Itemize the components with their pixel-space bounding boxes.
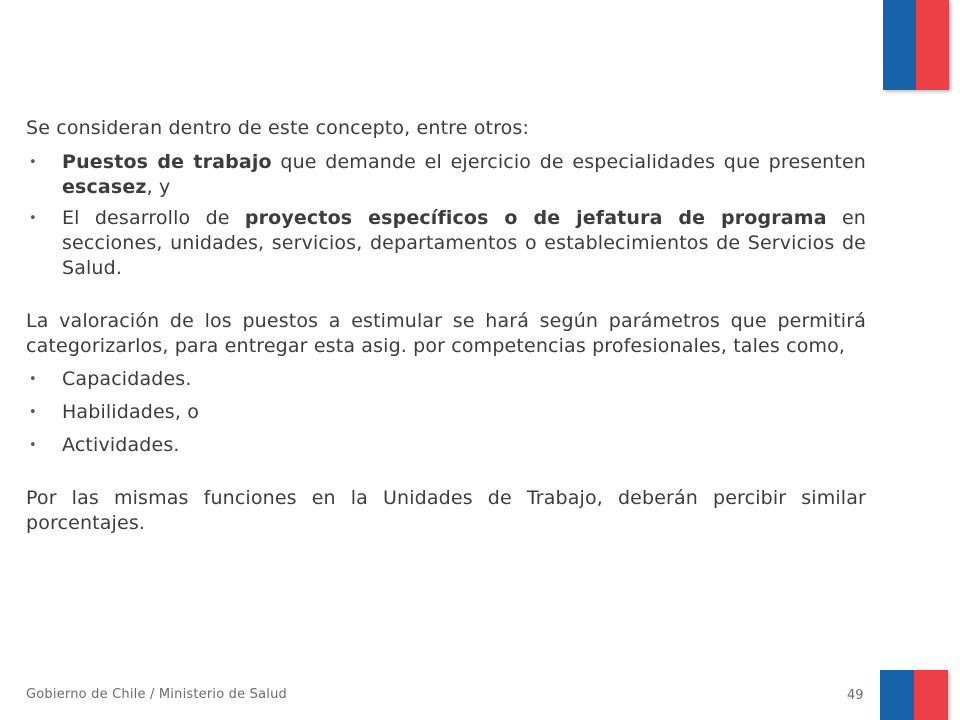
paragraph-valoracion: La valoración de los puestos a estimular se hará según parámetros que permitirá categorizarlos, para entregar esta asig. por competencias profesionales, tales como, xyxy=(26,310,866,357)
flag-blue-stripe xyxy=(883,0,916,90)
flag-logo-bottom xyxy=(880,670,948,720)
flag-logo-top xyxy=(883,0,949,90)
list-item xyxy=(26,367,866,392)
list-item xyxy=(26,150,866,200)
item-text: El desarrollo de xyxy=(62,207,245,229)
list-item xyxy=(26,433,866,458)
item-text: en secciones, unidades, servicios, departamentos o establecimientos de Servicios de Salud. xyxy=(62,207,866,279)
bold-text: proyectos específicos o de jefatura de programa xyxy=(244,207,827,229)
bullet-icon: • xyxy=(29,438,37,453)
flag-red-stripe xyxy=(916,0,949,90)
page-number: 49 xyxy=(847,688,864,703)
list-item xyxy=(26,206,866,281)
footer-text: Gobierno de Chile / Ministerio de Salud xyxy=(26,687,287,702)
flag-red-stripe xyxy=(914,670,948,720)
list-item xyxy=(26,400,866,425)
bullet-icon: • xyxy=(29,405,37,420)
bold-text: Puestos de trabajo xyxy=(62,151,272,173)
item-text: Capacidades. xyxy=(62,368,192,390)
bold-text: escasez xyxy=(62,176,147,198)
item-text: , y xyxy=(146,176,171,198)
intro-text: Se consideran dentro de este concepto, entre otros: xyxy=(26,117,530,139)
slide-content xyxy=(26,116,866,536)
bullet-icon: • xyxy=(29,372,37,387)
paragraph-funciones: Por las mismas funciones en la Unidades de Trabajo, deberán percibir similar porcentajes. xyxy=(26,487,866,534)
bullet-icon: • xyxy=(29,211,37,226)
item-text: Habilidades, o xyxy=(62,401,199,423)
item-text: Actividades. xyxy=(62,434,180,456)
flag-blue-stripe xyxy=(880,670,914,720)
item-text: que demande el ejercicio de especialidades que presenten xyxy=(271,151,866,173)
bullet-icon: • xyxy=(29,155,37,170)
